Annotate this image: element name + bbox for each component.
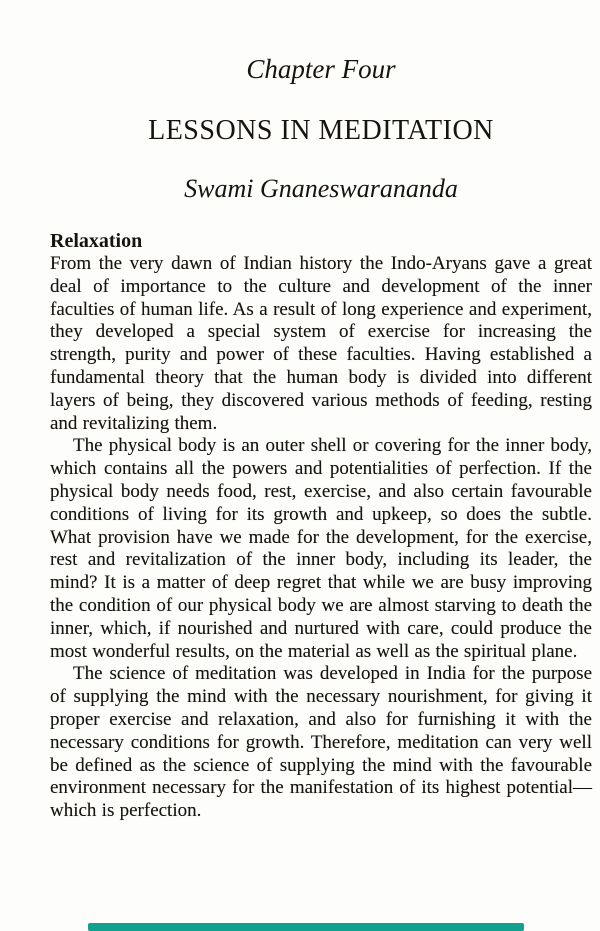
section-heading: Relaxation <box>50 230 143 252</box>
paragraph-3: The science of meditation was developed in India for the purpose of supplying the mind with the necessary nourishment, for giving it proper exercise and relaxation, and also for furnishing it with the necessary conditions for growth. Therefore, meditation can very well be defined as the science of supplying the mind with the favourable environment necessary for the manifestation of its highest potential—which is perfection. <box>50 663 592 822</box>
author-name: Swami Gnaneswarananda <box>184 174 458 203</box>
chapter-title: LESSONS IN MEDITATION <box>148 115 494 146</box>
chapter-label: Chapter Four <box>246 54 396 84</box>
paragraph-1: From the very dawn of Indian history the Indo-Aryans gave a great deal of importance to the culture and development of the inner faculties of human life. As a result of long experience and experiment, they developed a special system of exercise for increasing the strength, purity and power of these faculties. Having established a fundamental theory that the human body is divided into different layers of being, they discovered various methods of feeding, resting and revitalizing them. <box>50 253 592 434</box>
paragraph-2: The physical body is an outer shell or covering for the inner body, which contains all the powers and potentialities of perfection. If the physical body needs food, rest, exercise, and also certain favourable conditions of living for its growth and upkeep, so does the subtle. What provision have we made for the development, for the exercise, rest and revitalization of the inner body, including its leader, the mind? It is a matter of deep regret that while we are busy improving the condition of our physical body we are almost starving to death the inner, which, if nourished and nurtured with care, could produce the most wonderful results, on the material as well as the spiritual plane. <box>50 435 592 662</box>
bottom-accent-bar <box>88 923 524 931</box>
